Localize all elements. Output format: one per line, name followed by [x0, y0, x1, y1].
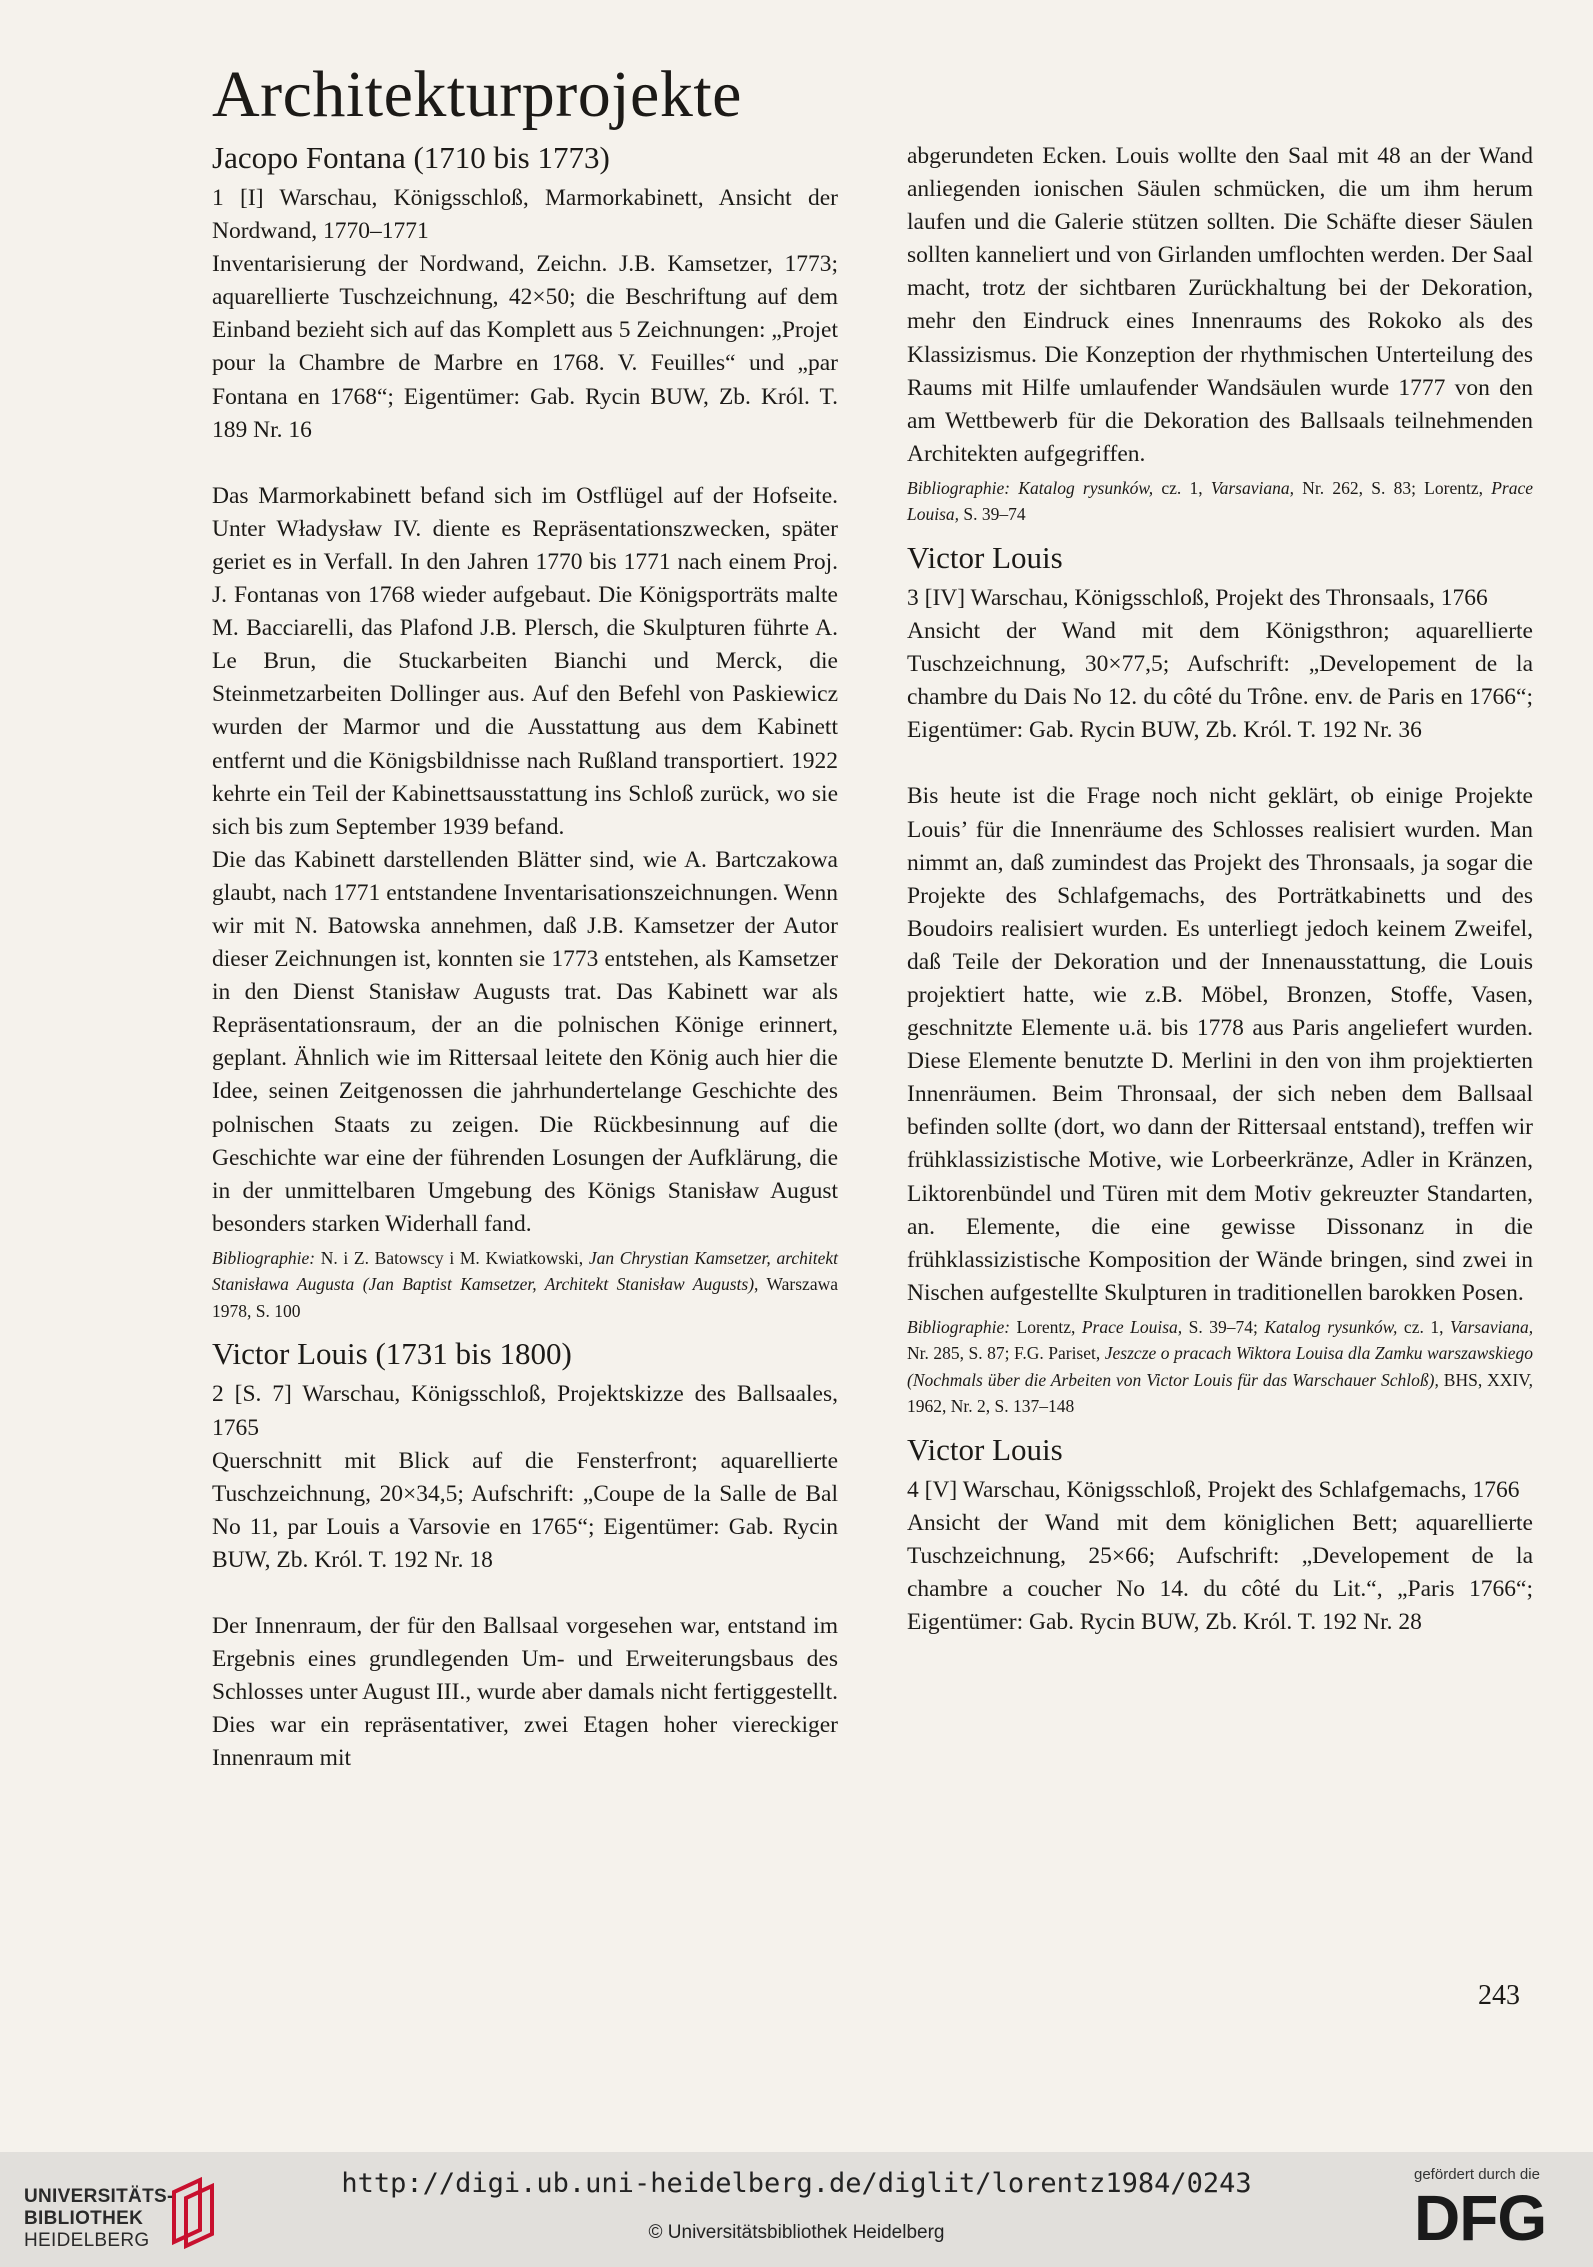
entry-2-title: 2 [S. 7] Warschau, Königsschloß, Projektskizze des Ballsaales, 1765 — [212, 1381, 838, 1441]
right-column — [907, 140, 1533, 1639]
library-name-line-3: HEIDELBERG — [24, 2230, 150, 2251]
entry-3-bibliography — [907, 1314, 1533, 1420]
bibliography-text: S. 39–74 — [963, 504, 1026, 525]
entry-2-description: Querschnitt mit Blick auf die Fensterfront; aquarellierte Tuschzeichnung, 20×34,5; Aufschrift: „Coupe de la Salle de Bal No 11, par Louis a Varsovie en 1765“; Eigentümer: Gab. Rycin BUW, Zb. Król. T. 192 Nr. 18 — [212, 1447, 838, 1573]
entry-4-description: Ansicht der Wand mit dem königlichen Bett; aquarellierte Tuschzeichnung, 25×66; Aufschrift: „Developement de la chambre a coucher No 14. du côté du Lit.“, „Paris 1766“; Eigentümer: Gab. Rycin BUW, Zb. Król. T. 192 Nr. 28 — [907, 1510, 1533, 1636]
left-column — [212, 140, 838, 1775]
bibliography-label: Bibliographie: — [212, 1247, 316, 1268]
section-heading-fontana: Jacopo Fontana (1710 bis 1773) — [212, 140, 610, 175]
copyright-notice: © Universitätsbibliothek Heidelberg — [648, 2222, 945, 2243]
bibliography-title: Katalog rysunków, — [1264, 1316, 1398, 1337]
section-heading-louis-1: Victor Louis (1731 bis 1800) — [212, 1336, 572, 1372]
bibliography-text: , Warszawa 1978, S. 100 — [212, 1274, 838, 1321]
sponsor-caption: gefördert durch die — [1414, 2166, 1540, 2183]
entry-3-title: 3 [IV] Warschau, Königsschloß, Projekt des Thronsaals, 1766 — [907, 584, 1488, 611]
dfg-logo[interactable]: DFG — [1414, 2182, 1547, 2254]
entry-3-description: Ansicht der Wand mit dem Königsthron; aquarellierte Tuschzeichnung, 30×77,5; Aufschrift: „Developement de la chambre du Dais No 12. du côté du Trône. env. de Paris en 1766“; Eigentümer: Gab. Rycin BUW, Zb. Król. T. 192 Nr. 36 — [907, 618, 1533, 744]
entry-1-text-1: Das Marmorkabinett befand sich im Ostflügel auf der Hofseite. Unter Władysław IV. diente es Repräsentationszwecken, später geriet es in Verfall. In den Jahren 1770 bis 1771 nach einem Proj. J. Fontanas von 1768 wieder aufgebaut. Die Königsporträts malte M. Bacciarelli, das Plafond J.B. Plersch, die Skulpturen führte A. Le Brun, die Stuckarbeiten Bianchi und Merck, die Steinmetzarbeiten Dollinger aus. Auf den Befehl von Paskiewicz wurden der Marmor und die Ausstattung aus dem Kabinett entfernt und die Königsbildnisse nach Rußland transportiert. 1922 kehrte ein Teil der Kabinettsausstattung ins Schloß zurück, wo sie sich bis zum September 1939 befand. — [212, 482, 838, 840]
bibliography-text: BHS, XXIV, 1962, Nr. 2, S. 137–148 — [907, 1369, 1534, 1417]
bibliography-title: Katalog rysunków, — [1018, 477, 1154, 498]
section-heading-louis-2: Victor Louis — [907, 539, 1063, 575]
permalink-url[interactable]: http://digi.ub.uni-heidelberg.de/diglit/lorentz1984/0243 — [341, 2168, 1252, 2199]
bibliography-title: Prace Louisa, — [1081, 1316, 1183, 1337]
bibliography-title: Jeszcze o pracach Wiktora Louisa dla Zamku warszawskiego (Nochmals über die Arbeiten von Victor Louis für das Warschauer Schloß), — [907, 1343, 1533, 1390]
entry-2-text-1: Der Innenraum, der für den Ballsaal vorgesehen war, entstand im Ergebnis eines grundlegenden Um- und Erweiterungsbaus des Schlosses unter August III., wurde aber damals nicht fertiggestellt. Dies war ein repräsentativer, zwei Etagen hoher viereckiger Innenraum mit — [212, 1612, 838, 1772]
bibliography-text: S. 39–74; — [1188, 1316, 1258, 1337]
entry-1-description: Inventarisierung der Nordwand, Zeichn. J.B. Kamsetzer, 1773; aquarellierte Tuschzeichnung, 42×50; die Beschriftung auf dem Einband bezieht sich auf das Komplett aus 5 Zeichnungen: „Projet pour la Chambre de Marbre en 1768. V. Feuilles“ und „par Fontana en 1768“; Eigentümer: Gab. Rycin BUW, Zb. Król. T. 189 Nr. 16 — [212, 251, 838, 443]
bibliography-title: Jan Chrystian Kamsetzer, architekt Stanisława Augusta (Jan Baptist Kamsetzer, Architekt Stanisław Augusts) — [212, 1247, 838, 1295]
bibliography-text: Lorentz, — [1016, 1316, 1076, 1337]
bibliography-text: Nr. 285, S. 87; F.G. Pariset, — [907, 1343, 1101, 1364]
bibliography-label: Bibliographie: — [907, 1316, 1011, 1337]
page-title: Architekturprojekte — [212, 58, 742, 131]
library-name-line-2: BIBLIOTHEK — [24, 2208, 144, 2229]
bibliography-title: Varsaviana, — [1210, 477, 1294, 498]
entry-2-bibliography — [907, 475, 1533, 528]
section-heading-louis-3: Victor Louis — [907, 1431, 1063, 1467]
bibliography-text: cz. 1, — [1161, 477, 1203, 498]
bibliography-title: Varsaviana, — [1449, 1316, 1534, 1337]
entry-1-title: 1 [I] Warschau, Königsschloß, Marmorkabinett, Ansicht der Nordwand, 1770–1771 — [212, 185, 838, 245]
entry-4-title: 4 [V] Warschau, Königsschloß, Projekt des Schlafgemachs, 1766 — [907, 1476, 1520, 1503]
bibliography-text: N. i Z. Batowscy i M. Kwiatkowski, — [320, 1247, 584, 1268]
entry-3-text: Bis heute ist die Frage noch nicht geklärt, ob einige Projekte Louis’ für die Innenräume des Schlosses realisiert wurden. Man nimmt an, daß zumindest das Projekt des Thronsaals, ja sogar die Projekte des Schlafgemachs, des Porträtkabinetts und des Boudoirs realisiert wurden. Es unterliegt jedoch keinem Zweifel, daß Teile der Dekoration und der Innenausstattung, die Louis projektiert hatte, wie z.B. Möbel, Bronzen, Stoffe, Vasen, geschnitzte Elemente u.ä. bis 1778 aus Paris angeliefert wurden. Diese Elemente benutzte D. Merlini in den von ihm projektierten Innenräumen. Beim Thronsaal, der sich neben dem Ballsaal befinden sollte (dort, wo dann der Rittersaal entstand), treffen wir frühklassizistische Motive, wie Lorbeerkränze, Adler in Kränzen, Liktorenbündel und Türen mit dem Motiv gekreuzter Standarten, an. Elemente, die eine gewisse Dissonanz in die frühklassizistische Komposition der Wände bringen, sind zwei in Nischen aufgestellte Skulpturen in traditionellen barokken Posen. — [907, 783, 1533, 1306]
entry-1-text-2: Die das Kabinett darstellenden Blätter sind, wie A. Bartczakowa glaubt, nach 1771 entstandene Inventarisationszeichnungen. Wenn wir mit N. Batowska annehmen, daß J.B. Kamsetzer der Autor dieser Zeichnungen ist, konnten sie 1773 entstehen, als Kamsetzer in den Dienst Stanisław Augusts trat. Das Kabinett war als Repräsentationsraum, der an die polnischen Könige erinnert, geplant. Ähnlich wie im Rittersaal leitete den König auch hier die Idee, seinen Zeitgenossen die jahrhundertelange Geschichte des polnischen Staats zu zeigen. Die Rückbesinnung auf die Geschichte war eine der führenden Losungen der Aufklärung, die in der unmittelbaren Umgebung des Königs Stanisław August besonders starken Widerhall fand. — [212, 846, 838, 1237]
library-name-line-1: UNIVERSITÄTS- — [24, 2186, 174, 2207]
bibliography-text: cz. 1, — [1403, 1316, 1444, 1337]
entry-2-text-2: abgerundeten Ecken. Louis wollte den Saal mit 48 an der Wand anliegenden ionischen Säulen schmücken, die um ihm herum laufen und die Galerie stützen sollten. Die Schäfte dieser Säulen sollten kanneliert und von Girlanden umflochten werden. Der Saal macht, trotz der sichtbaren Zurückhaltung bei der Dekoration, mehr den Eindruck eines Innenraums des Rokoko als des Klassizismus. Die Konzeption der rhythmischen Unterteilung des Raums mit Hilfe umlaufender Wandsäulen wurde 1777 von den am Wettbewerb für die Dekoration des Ballsaals teilnehmenden Architekten aufgegriffen. — [907, 143, 1533, 467]
entry-1-bibliography — [212, 1245, 838, 1325]
bibliography-text: Nr. 262, S. 83; Lorentz, — [1302, 477, 1483, 498]
page-number: 243 — [1478, 1980, 1520, 2011]
bibliography-label: Bibliographie: — [907, 477, 1011, 498]
bibliography-title: Prace Louisa, — [907, 477, 1534, 525]
